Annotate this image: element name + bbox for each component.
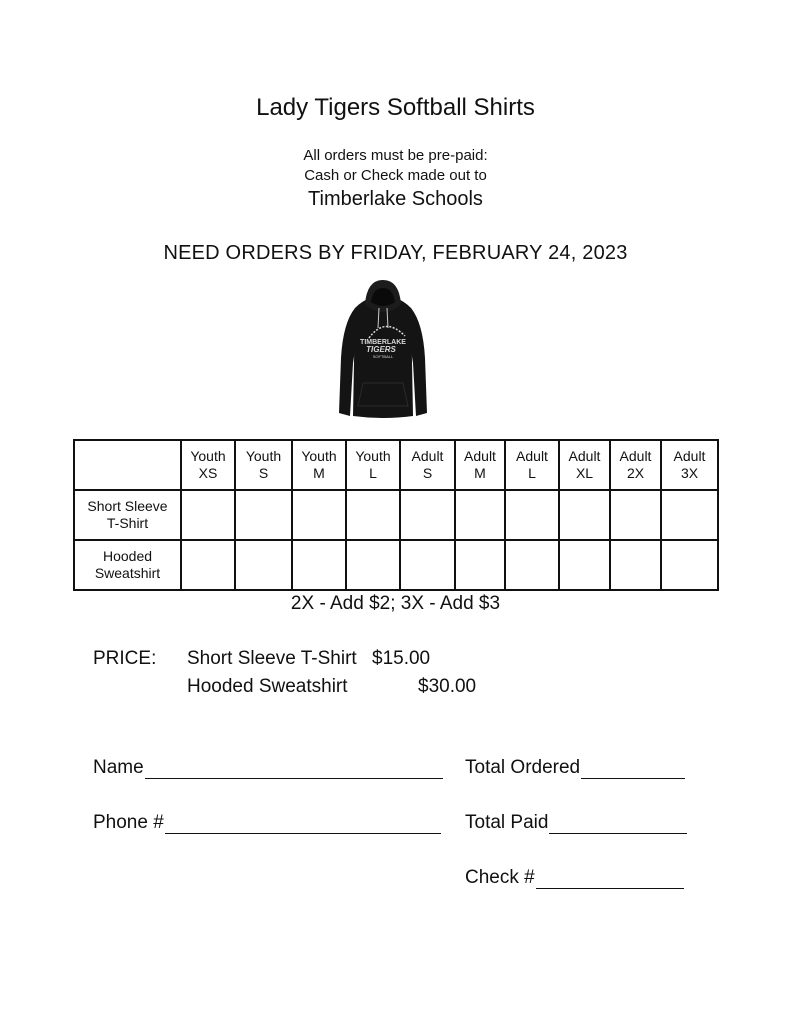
logo-text-1: TIMBERLAKE [360,339,406,346]
quantity-cell[interactable] [559,490,610,540]
quantity-cell[interactable] [235,490,292,540]
price-label: PRICE: [93,648,157,669]
payment-note: Cash or Check made out to [304,167,487,184]
price-value-hoodie: $30.00 [418,676,477,697]
quantity-cell[interactable] [292,490,346,540]
quantity-cell[interactable] [505,540,559,590]
check-input-line[interactable] [536,870,684,889]
size-header: Adult L [505,440,559,490]
phone-field [93,812,441,834]
total-paid-input-line[interactable] [549,815,687,834]
total-paid-label: Total Paid [465,812,549,833]
size-header: Adult M [455,440,505,490]
quantity-cell[interactable] [292,540,346,590]
quantity-cell[interactable] [455,540,505,590]
quantity-cell[interactable] [181,490,235,540]
quantity-cell[interactable] [505,490,559,540]
phone-input-line[interactable] [165,815,441,834]
logo-text-2: TIGERS [366,345,396,354]
name-input-line[interactable] [145,760,443,779]
table-row [74,540,718,590]
quantity-cell[interactable] [455,490,505,540]
size-header: Youth L [346,440,400,490]
size-header: Adult 2X [610,440,661,490]
black-hoodie-image [333,278,433,423]
total-ordered-input-line[interactable] [581,760,685,779]
size-header: Adult 3X [661,440,718,490]
prepaid-note: All orders must be pre-paid: [303,147,488,164]
size-header: Adult XL [559,440,610,490]
quantity-cell[interactable] [610,490,661,540]
size-header: Youth XS [181,440,235,490]
payee-name: Timberlake Schools [308,188,483,210]
upcharge-note: 2X - Add $2; 3X - Add $3 [290,593,501,614]
quantity-cell[interactable] [235,540,292,590]
quantity-cell[interactable] [181,540,235,590]
quantity-cell[interactable] [346,540,400,590]
price-item-hoodie: Hooded Sweatshirt [187,676,348,697]
phone-label: Phone # [93,812,164,833]
total-ordered-field [465,757,685,779]
total-ordered-label: Total Ordered [465,757,581,778]
order-deadline: NEED ORDERS BY FRIDAY, FEBRUARY 24, 2023 [163,242,628,264]
total-paid-field [465,812,687,834]
quantity-cell[interactable] [346,490,400,540]
quantity-cell[interactable] [559,540,610,590]
check-label: Check # [465,867,535,888]
price-value-tshirt: $15.00 [372,648,431,669]
size-header: Adult S [400,440,455,490]
quantity-cell[interactable] [661,490,718,540]
table-row [74,490,718,540]
name-field [93,757,443,779]
order-size-table [73,439,719,591]
page-title: Lady Tigers Softball Shirts [256,94,535,121]
logo-text-3: SOFTBALL [372,354,394,359]
price-item-tshirt: Short Sleeve T-Shirt [187,648,357,669]
row-label-hoodie: Hooded Sweatshirt [74,540,181,590]
table-corner-cell [74,440,181,490]
quantity-cell[interactable] [661,540,718,590]
size-header: Youth S [235,440,292,490]
quantity-cell[interactable] [400,490,455,540]
quantity-cell[interactable] [610,540,661,590]
size-header-row [74,440,718,490]
check-number-field [465,867,684,889]
size-header: Youth M [292,440,346,490]
name-label: Name [93,757,144,778]
row-label-tshirt: Short Sleeve T-Shirt [74,490,181,540]
quantity-cell[interactable] [400,540,455,590]
